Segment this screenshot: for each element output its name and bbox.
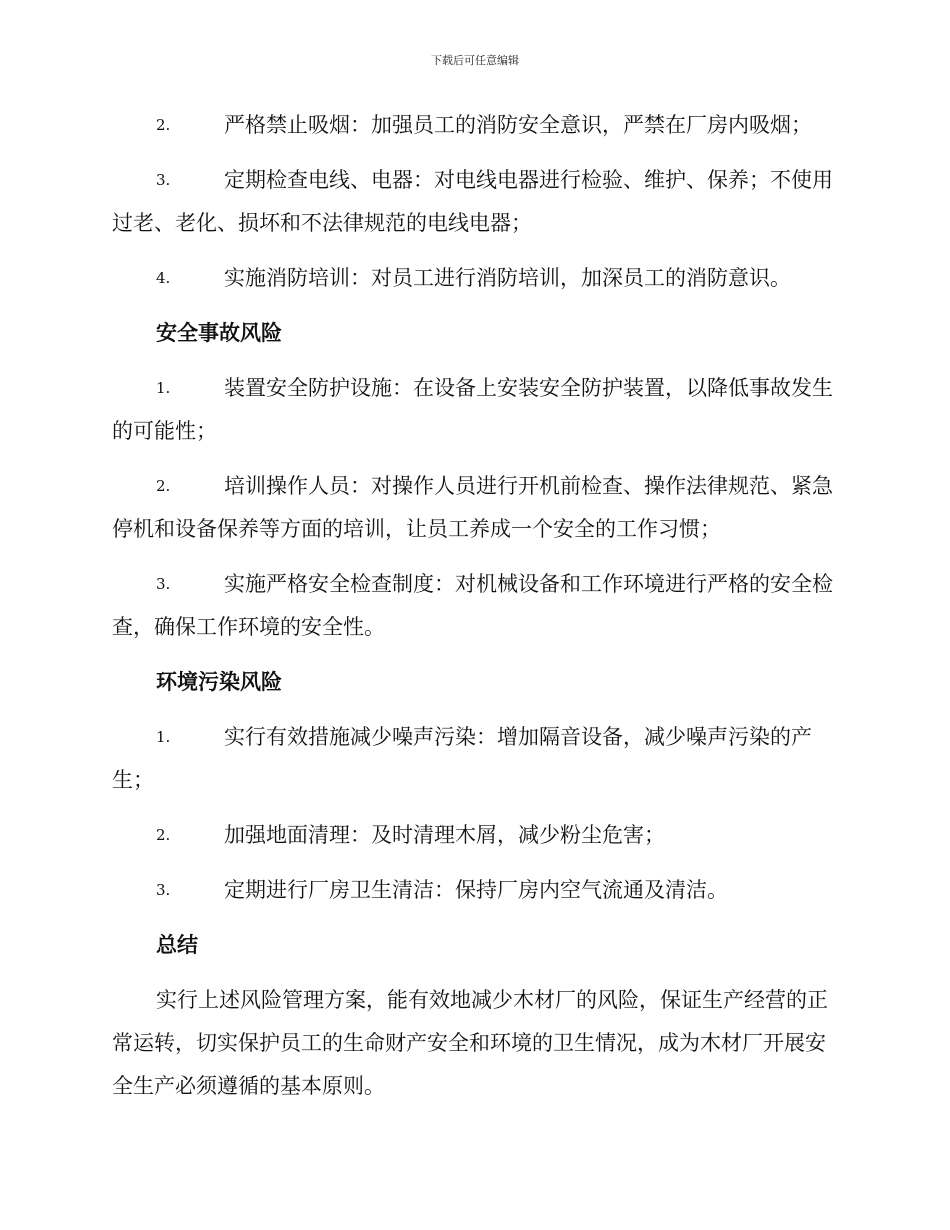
list-item-text: 培训操作人员：对操作人员进行开机前检查、操作法律规范、紧急停机和设备保养等方面的培训，让员工养成一个安全的工作习惯； <box>112 474 833 541</box>
list-item <box>112 716 837 802</box>
section-heading-summary: 总结 <box>156 933 198 957</box>
list-item-number: 2. <box>156 826 171 844</box>
list-item-text: 定期检查电线、电器：对电线电器进行检验、维护、保养；不使用过老、老化、损坏和不法律规范的电线电器； <box>112 168 833 235</box>
section-heading-environment: 环境污染风险 <box>156 670 282 694</box>
list-item-text: 定期进行厂房卫生清洁：保持厂房内空气流通及清洁。 <box>224 878 728 902</box>
list-item <box>112 814 837 857</box>
list-item <box>112 869 837 912</box>
list-item <box>112 257 837 300</box>
list-item-number: 3. <box>156 171 171 189</box>
list-item <box>112 159 837 245</box>
page-header: 下载后可任意编辑 <box>431 54 519 67</box>
list-item-text: 装置安全防护设施：在设备上安装安全防护装置，以降低事故发生的可能性； <box>112 376 833 443</box>
list-item-number: 2. <box>156 116 171 134</box>
list-item-text: 实行有效措施减少噪声污染：增加隔音设备，减少噪声污染的产生； <box>112 725 812 792</box>
list-item <box>112 367 837 453</box>
list-item-number: 2. <box>156 477 171 495</box>
section-heading-safety: 安全事故风险 <box>156 321 282 345</box>
list-item <box>112 563 837 649</box>
list-item-number: 4. <box>156 269 171 287</box>
summary-paragraph: 实行上述风险管理方案，能有效地减少木材厂的风险，保证生产经营的正常运转，切实保护员工的生命财产安全和环境的卫生情况，成为木材厂开展安全生产必须遵循的基本原则。 <box>112 988 828 1098</box>
list-item-text: 严格禁止吸烟：加强员工的消防安全意识，严禁在厂房内吸烟； <box>224 113 812 137</box>
list-item <box>112 104 837 147</box>
document-body <box>112 104 837 1108</box>
list-item <box>112 465 837 551</box>
list-item-number: 1. <box>156 728 171 746</box>
list-item-number: 3. <box>156 881 171 899</box>
list-item-number: 3. <box>156 575 171 593</box>
list-item-text: 实施消防培训：对员工进行消防培训，加深员工的消防意识。 <box>224 266 791 290</box>
list-item-number: 1. <box>156 379 171 397</box>
list-item-text: 实施严格安全检查制度：对机械设备和工作环境进行严格的安全检查，确保工作环境的安全性。 <box>112 572 833 639</box>
list-item-text: 加强地面清理：及时清理木屑，减少粉尘危害； <box>224 823 665 847</box>
